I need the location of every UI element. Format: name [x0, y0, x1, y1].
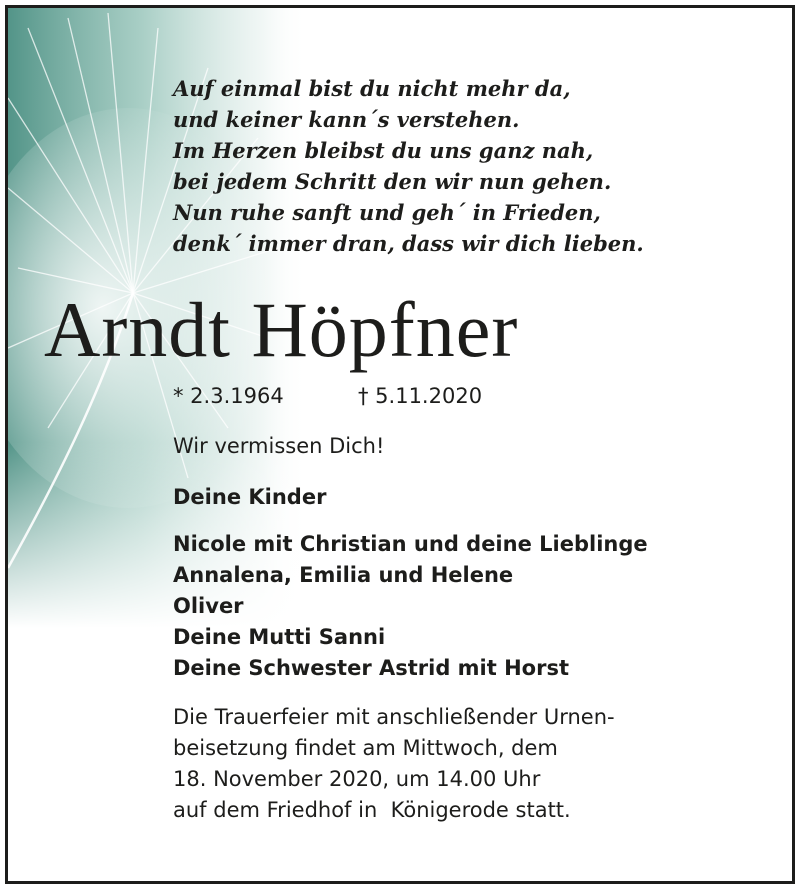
signer-line: Nicole mit Christian und deine Lieblinge	[173, 532, 648, 556]
signer-line: Annalena, Emilia und Helene	[173, 563, 514, 587]
poem-line: denk´ immer dran, dass wir dich lieben.	[173, 231, 644, 256]
notice-line: 18. November 2020, um 14.00 Uhr	[173, 767, 541, 791]
funeral-notice	[173, 702, 615, 826]
notice-line: auf dem Friedhof in Königerode statt.	[173, 798, 571, 822]
poem-line: Im Herzen bleibst du uns ganz nah,	[173, 138, 594, 163]
birth-date: * 2.3.1964	[173, 384, 284, 408]
farewell-message: Wir vermissen Dich!	[173, 434, 385, 458]
poem-line: Nun ruhe sanft und geh´ in Frieden,	[173, 200, 601, 225]
death-date: † 5.11.2020	[358, 384, 483, 408]
deceased-name: Arndt Höpfner	[44, 286, 519, 373]
signers-heading: Deine Kinder	[173, 485, 327, 509]
notice-line: beisetzung findet am Mittwoch, dem	[173, 736, 558, 760]
signers-list	[173, 482, 648, 684]
signer-line: Deine Schwester Astrid mit Horst	[173, 656, 570, 680]
poem-line: bei jedem Schritt den wir nun gehen.	[173, 169, 612, 194]
poem	[173, 73, 644, 259]
obituary-card	[5, 5, 795, 884]
poem-line: und keiner kann´s verstehen.	[173, 107, 520, 132]
notice-line: Die Trauerfeier mit anschließender Urnen-	[173, 705, 615, 729]
signer-line: Deine Mutti Sanni	[173, 625, 386, 649]
poem-line: Auf einmal bist du nicht mehr da,	[173, 76, 571, 101]
life-dates	[173, 381, 483, 411]
signer-line: Oliver	[173, 594, 244, 618]
